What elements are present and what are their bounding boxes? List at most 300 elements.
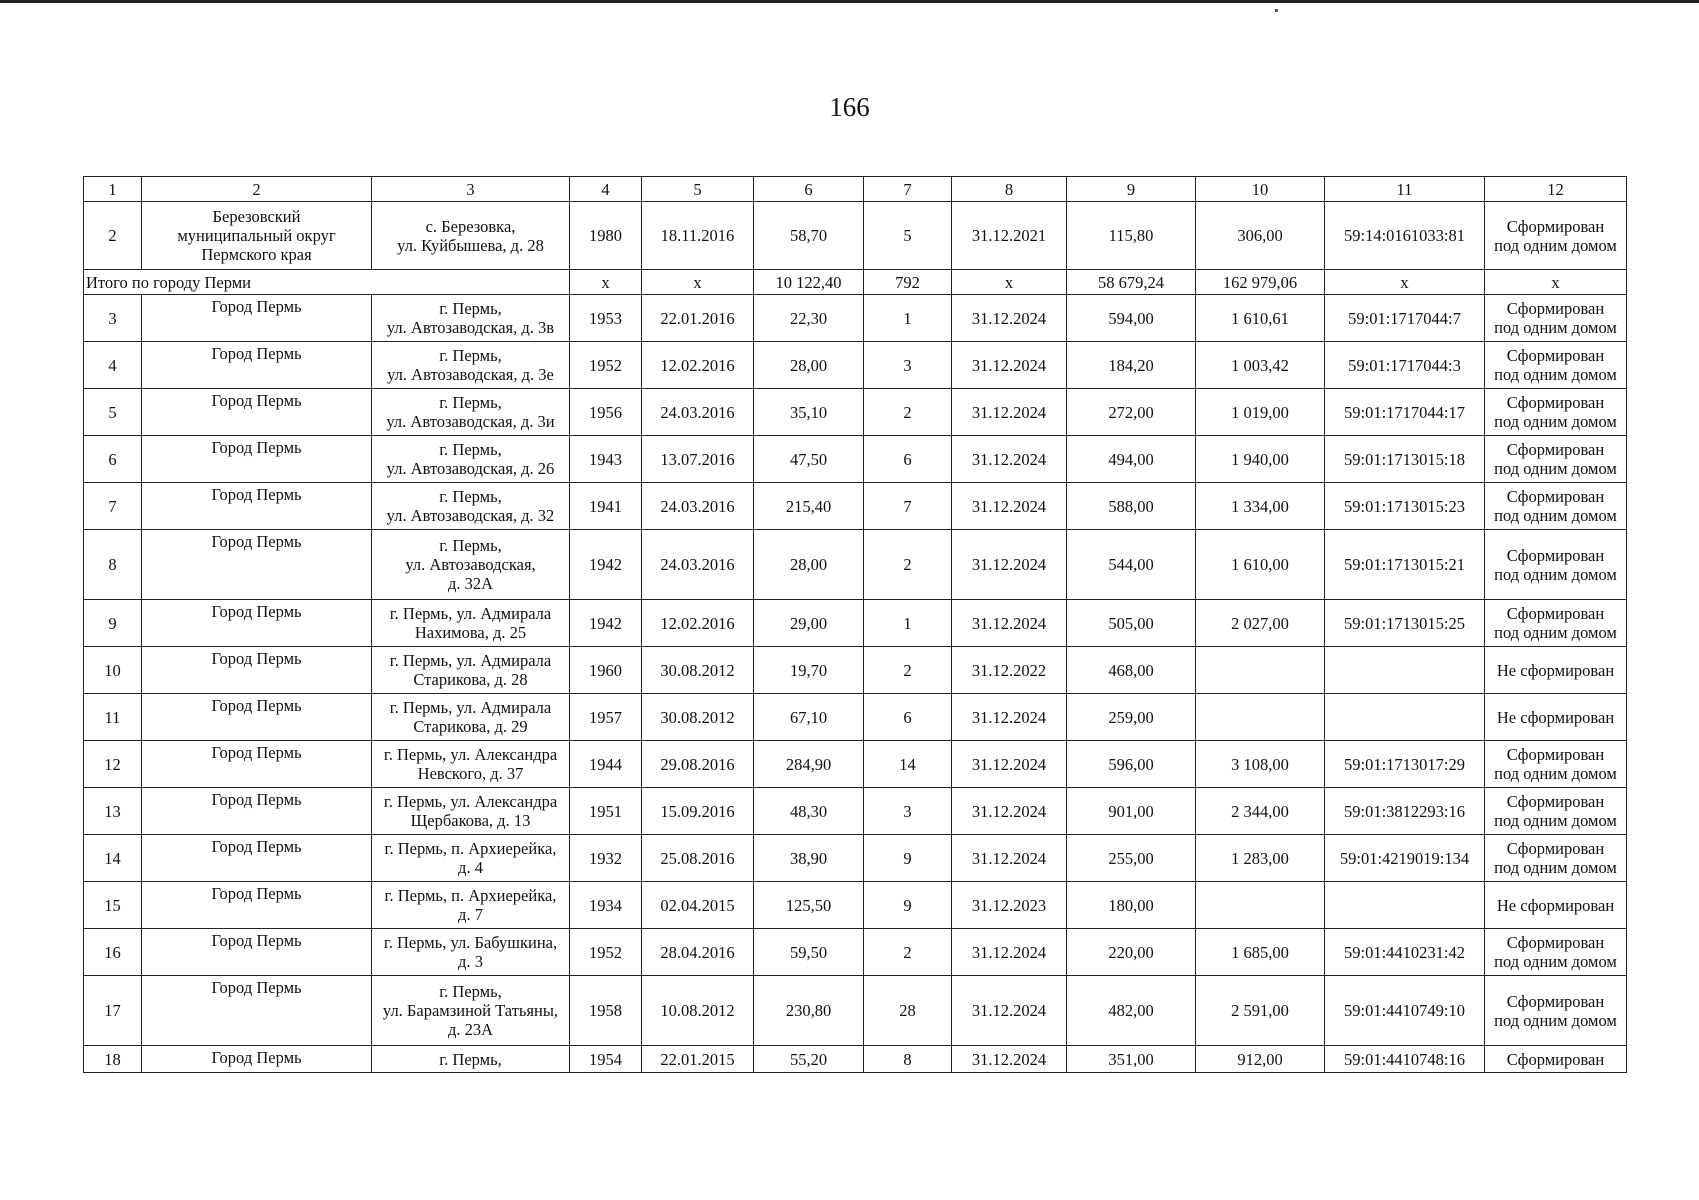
address-cell <box>372 342 570 389</box>
row-number: 7 <box>84 483 142 530</box>
land-area: 1 610,61 <box>1196 295 1325 342</box>
recognition-date: 24.03.2016 <box>642 389 754 436</box>
table-row <box>84 483 1627 530</box>
address-cell-line: г. Пермь, ул. Адмирала <box>389 698 552 717</box>
cadastral-number: 59:01:1717044:3 <box>1325 342 1485 389</box>
table-row <box>84 647 1627 694</box>
land-area: 2 027,00 <box>1196 600 1325 647</box>
municipality-cell-line: Город Пермь <box>211 297 302 316</box>
address-cell-line: Старикова, д. 28 <box>413 670 528 689</box>
land-status <box>1485 202 1627 270</box>
land-status-line: под одним домом <box>1494 564 1617 584</box>
table-row <box>84 202 1627 270</box>
land-area: 1 019,00 <box>1196 389 1325 436</box>
address-cell <box>372 647 570 694</box>
land-status <box>1485 647 1627 694</box>
land-area: 1 685,00 <box>1196 929 1325 976</box>
cadastral-number <box>1325 882 1485 929</box>
address-cell-line: г. Пермь, ул. Александра <box>383 792 558 811</box>
municipality-cell-line: Город Пермь <box>211 1048 302 1067</box>
total-area: 505,00 <box>1067 600 1196 647</box>
municipality-cell-line: Город Пермь <box>211 837 302 856</box>
land-status-line: под одним домом <box>1494 811 1617 830</box>
page-number: 166 <box>829 92 870 122</box>
land-status <box>1485 530 1627 600</box>
municipality-cell <box>142 694 372 741</box>
area-cell: 48,30 <box>754 788 864 835</box>
land-area: 306,00 <box>1196 202 1325 270</box>
land-status-line: Сформирован <box>1506 487 1605 506</box>
land-status <box>1485 600 1627 647</box>
land-status-line: Сформирован <box>1506 299 1605 318</box>
recognition-date: 30.08.2012 <box>642 647 754 694</box>
address-cell <box>372 436 570 483</box>
land-status-line: под одним домом <box>1494 623 1617 642</box>
total-area: 180,00 <box>1067 882 1196 929</box>
area-cell: 38,90 <box>754 835 864 882</box>
residents-count: 7 <box>864 483 952 530</box>
cadastral-number: 59:01:4410749:10 <box>1325 976 1485 1046</box>
municipality-cell <box>142 976 372 1046</box>
column-number: 2 <box>142 177 372 202</box>
municipality-cell <box>142 1046 372 1073</box>
address-cell <box>372 929 570 976</box>
year-built: 1958 <box>570 976 642 1046</box>
address-cell <box>372 882 570 929</box>
land-status-line: Сформирован <box>1506 745 1605 764</box>
recognition-date: 02.04.2015 <box>642 882 754 929</box>
table-row <box>84 788 1627 835</box>
address-cell-line: г. Пермь, <box>439 440 502 459</box>
residents-count: 5 <box>864 202 952 270</box>
land-status <box>1485 694 1627 741</box>
land-status-line: под одним домом <box>1494 952 1617 971</box>
land-status <box>1485 788 1627 835</box>
municipality-cell <box>142 295 372 342</box>
land-status <box>1485 929 1627 976</box>
recognition-date: 30.08.2012 <box>642 694 754 741</box>
cadastral-number: 59:01:1713015:25 <box>1325 600 1485 647</box>
residents-count: 9 <box>864 835 952 882</box>
municipality-cell <box>142 929 372 976</box>
residents-count: 6 <box>864 694 952 741</box>
land-area: 1 334,00 <box>1196 483 1325 530</box>
land-status-line: Не сформирован <box>1496 707 1615 727</box>
land-status-line: Сформирован <box>1506 933 1605 952</box>
address-cell-line: ул. Автозаводская, д. 3в <box>386 318 555 337</box>
cadastral-number: 59:01:4219019:134 <box>1325 835 1485 882</box>
land-status-line: под одним домом <box>1494 506 1617 525</box>
municipality-cell <box>142 835 372 882</box>
total-c6: 10 122,40 <box>754 270 864 295</box>
cadastral-number: 59:14:0161033:81 <box>1325 202 1485 270</box>
municipality-cell-line: Березовский <box>212 207 301 226</box>
residents-count: 1 <box>864 600 952 647</box>
address-cell-line: ул. Автозаводская, д. 3е <box>387 365 554 384</box>
recognition-date: 12.02.2016 <box>642 600 754 647</box>
area-cell: 125,50 <box>754 882 864 929</box>
planned-date: 31.12.2024 <box>952 342 1067 389</box>
address-cell-line: ул. Автозаводская, д. 3и <box>386 412 555 431</box>
recognition-date: 25.08.2016 <box>642 835 754 882</box>
land-status-line: под одним домом <box>1494 1010 1617 1030</box>
land-area: 1 610,00 <box>1196 530 1325 600</box>
municipality-cell-line: Город Пермь <box>211 485 302 504</box>
page-top-edge <box>0 0 1699 3</box>
land-status-line: Сформирован <box>1506 991 1605 1011</box>
cadastral-number: 59:01:1713017:29 <box>1325 741 1485 788</box>
planned-date: 31.12.2024 <box>952 1046 1067 1073</box>
land-status <box>1485 835 1627 882</box>
residents-count: 2 <box>864 389 952 436</box>
table-row <box>84 600 1627 647</box>
address-cell <box>372 295 570 342</box>
column-number: 11 <box>1325 177 1485 202</box>
address-cell-line: г. Пермь, ул. Бабушкина, <box>383 933 558 952</box>
residents-count: 3 <box>864 342 952 389</box>
residents-count: 14 <box>864 741 952 788</box>
area-cell: 215,40 <box>754 483 864 530</box>
municipality-cell-line: Пермского края <box>201 245 312 264</box>
address-cell-line: Щербакова, д. 13 <box>410 811 531 830</box>
column-number: 3 <box>372 177 570 202</box>
year-built: 1952 <box>570 929 642 976</box>
row-number: 15 <box>84 882 142 929</box>
total-c4: х <box>570 270 642 295</box>
land-area <box>1196 647 1325 694</box>
municipality-cell <box>142 788 372 835</box>
land-status <box>1485 483 1627 530</box>
municipality-cell-line: Город Пермь <box>211 602 302 621</box>
total-area: 588,00 <box>1067 483 1196 530</box>
table-row <box>84 976 1627 1046</box>
recognition-date: 13.07.2016 <box>642 436 754 483</box>
recognition-date: 29.08.2016 <box>642 741 754 788</box>
address-cell-line: ул. Барамзиной Татьяны, <box>382 1001 559 1020</box>
residents-count: 28 <box>864 976 952 1046</box>
address-cell <box>372 741 570 788</box>
year-built: 1954 <box>570 1046 642 1073</box>
land-status <box>1485 976 1627 1046</box>
year-built: 1951 <box>570 788 642 835</box>
residents-count: 2 <box>864 929 952 976</box>
area-cell: 58,70 <box>754 202 864 270</box>
municipality-cell-line: муниципальный округ <box>177 226 336 245</box>
cadastral-number: 59:01:1713015:21 <box>1325 530 1485 600</box>
area-cell: 67,10 <box>754 694 864 741</box>
row-number: 16 <box>84 929 142 976</box>
land-status-line: Сформирован <box>1506 1049 1605 1069</box>
table-row <box>84 835 1627 882</box>
area-cell: 28,00 <box>754 342 864 389</box>
address-cell-line: Старикова, д. 29 <box>413 717 528 736</box>
land-area: 1 003,42 <box>1196 342 1325 389</box>
land-status <box>1485 295 1627 342</box>
land-area: 912,00 <box>1196 1046 1325 1073</box>
land-status-line: Сформирован <box>1506 346 1605 365</box>
address-cell <box>372 530 570 600</box>
address-cell-line: д. 23А <box>447 1020 494 1039</box>
address-cell <box>372 389 570 436</box>
land-area: 2 344,00 <box>1196 788 1325 835</box>
table-row <box>84 741 1627 788</box>
land-status-line: Сформирован <box>1506 216 1605 236</box>
row-number: 8 <box>84 530 142 600</box>
residents-count: 3 <box>864 788 952 835</box>
land-status-line: Сформирован <box>1506 792 1605 811</box>
column-number: 7 <box>864 177 952 202</box>
total-area: 482,00 <box>1067 976 1196 1046</box>
total-area: 544,00 <box>1067 530 1196 600</box>
year-built: 1943 <box>570 436 642 483</box>
column-number: 1 <box>84 177 142 202</box>
address-cell-line: д. 7 <box>458 905 483 924</box>
housing-register-table <box>83 176 1627 1073</box>
total-c10: 162 979,06 <box>1196 270 1325 295</box>
planned-date: 31.12.2024 <box>952 741 1067 788</box>
total-c5: х <box>642 270 754 295</box>
municipality-cell <box>142 882 372 929</box>
cadastral-number <box>1325 647 1485 694</box>
municipality-cell-line: Город Пермь <box>211 532 302 551</box>
land-status-line: Не сформирован <box>1496 660 1615 680</box>
address-cell-line: г. Пермь, п. Архиерейка, <box>384 886 557 905</box>
recognition-date: 28.04.2016 <box>642 929 754 976</box>
address-cell-line: г. Пермь, ул. Александра <box>383 745 558 764</box>
cadastral-number: 59:01:1717044:17 <box>1325 389 1485 436</box>
land-status <box>1485 436 1627 483</box>
municipality-cell-line: Город Пермь <box>211 649 302 668</box>
residents-count: 2 <box>864 647 952 694</box>
planned-date: 31.12.2024 <box>952 483 1067 530</box>
table-row <box>84 389 1627 436</box>
year-built: 1980 <box>570 202 642 270</box>
address-cell-line: г. Пермь, ул. Адмирала <box>389 651 552 670</box>
planned-date: 31.12.2024 <box>952 694 1067 741</box>
total-c7: 792 <box>864 270 952 295</box>
municipality-cell <box>142 202 372 270</box>
cadastral-number: 59:01:1717044:7 <box>1325 295 1485 342</box>
land-status-line: Сформирован <box>1506 545 1605 565</box>
total-row <box>84 270 1627 295</box>
year-built: 1957 <box>570 694 642 741</box>
residents-count: 9 <box>864 882 952 929</box>
column-number: 6 <box>754 177 864 202</box>
table-row <box>84 694 1627 741</box>
land-area: 2 591,00 <box>1196 976 1325 1046</box>
address-cell <box>372 483 570 530</box>
land-status-line: под одним домом <box>1494 858 1617 877</box>
address-cell-line: ул. Куйбышева, д. 28 <box>397 235 544 255</box>
row-number: 18 <box>84 1046 142 1073</box>
land-area <box>1196 694 1325 741</box>
total-area: 115,80 <box>1067 202 1196 270</box>
row-number: 11 <box>84 694 142 741</box>
cadastral-number: 59:01:4410748:16 <box>1325 1046 1485 1073</box>
planned-date: 31.12.2024 <box>952 530 1067 600</box>
address-cell-line: г. Пермь, <box>439 299 502 318</box>
row-number: 12 <box>84 741 142 788</box>
address-cell-line: д. 32А <box>447 574 494 593</box>
address-cell <box>372 600 570 647</box>
year-built: 1952 <box>570 342 642 389</box>
land-status-line: под одним домом <box>1494 764 1617 783</box>
year-built: 1956 <box>570 389 642 436</box>
total-area: 259,00 <box>1067 694 1196 741</box>
land-status-line: Сформирован <box>1506 839 1605 858</box>
land-status-line: Сформирован <box>1506 604 1605 623</box>
land-status-line: под одним домом <box>1494 365 1617 384</box>
municipality-cell-line: Город Пермь <box>211 438 302 457</box>
total-area: 220,00 <box>1067 929 1196 976</box>
land-status-line: Сформирован <box>1506 440 1605 459</box>
column-number: 9 <box>1067 177 1196 202</box>
municipality-cell <box>142 741 372 788</box>
address-cell <box>372 788 570 835</box>
address-cell <box>372 835 570 882</box>
row-number: 5 <box>84 389 142 436</box>
planned-date: 31.12.2024 <box>952 929 1067 976</box>
municipality-cell-line: Город Пермь <box>211 884 302 903</box>
column-number: 12 <box>1485 177 1627 202</box>
total-area: 272,00 <box>1067 389 1196 436</box>
planned-date: 31.12.2021 <box>952 202 1067 270</box>
total-c9: 58 679,24 <box>1067 270 1196 295</box>
municipality-cell <box>142 342 372 389</box>
area-cell: 35,10 <box>754 389 864 436</box>
row-number: 9 <box>84 600 142 647</box>
address-cell-line: с. Березовка, <box>425 216 516 236</box>
address-cell-line: Нахимова, д. 25 <box>414 623 527 642</box>
address-cell-line: г. Пермь, <box>439 346 502 365</box>
total-area: 351,00 <box>1067 1046 1196 1073</box>
municipality-cell <box>142 647 372 694</box>
residents-count: 8 <box>864 1046 952 1073</box>
land-status-line: под одним домом <box>1494 412 1617 431</box>
address-cell-line: г. Пермь, <box>439 536 502 555</box>
cadastral-number: 59:01:4410231:42 <box>1325 929 1485 976</box>
planned-date: 31.12.2024 <box>952 835 1067 882</box>
land-status-line: под одним домом <box>1494 459 1617 478</box>
land-status <box>1485 1046 1627 1073</box>
row-number: 10 <box>84 647 142 694</box>
row-number: 3 <box>84 295 142 342</box>
total-c11: х <box>1325 270 1485 295</box>
land-status <box>1485 882 1627 929</box>
area-cell: 284,90 <box>754 741 864 788</box>
planned-date: 31.12.2023 <box>952 882 1067 929</box>
municipality-cell-line: Город Пермь <box>211 696 302 715</box>
area-cell: 55,20 <box>754 1046 864 1073</box>
row-number: 14 <box>84 835 142 882</box>
planned-date: 31.12.2024 <box>952 788 1067 835</box>
land-status <box>1485 389 1627 436</box>
total-area: 494,00 <box>1067 436 1196 483</box>
address-cell-line: д. 4 <box>458 858 483 877</box>
address-cell <box>372 976 570 1046</box>
address-cell-line: г. Пермь, ул. Адмирала <box>389 604 552 623</box>
table-row <box>84 1046 1627 1073</box>
planned-date: 31.12.2024 <box>952 436 1067 483</box>
area-cell: 22,30 <box>754 295 864 342</box>
address-cell-line: д. 3 <box>458 952 483 971</box>
residents-count: 2 <box>864 530 952 600</box>
year-built: 1942 <box>570 530 642 600</box>
total-c8: х <box>952 270 1067 295</box>
land-status <box>1485 741 1627 788</box>
column-number: 8 <box>952 177 1067 202</box>
column-number: 4 <box>570 177 642 202</box>
cadastral-number <box>1325 694 1485 741</box>
area-cell: 28,00 <box>754 530 864 600</box>
year-built: 1932 <box>570 835 642 882</box>
residents-count: 6 <box>864 436 952 483</box>
land-status-line: под одним домом <box>1494 318 1617 337</box>
land-area: 3 108,00 <box>1196 741 1325 788</box>
recognition-date: 24.03.2016 <box>642 483 754 530</box>
municipality-cell <box>142 483 372 530</box>
table-row <box>84 530 1627 600</box>
table-row <box>84 342 1627 389</box>
planned-date: 31.12.2024 <box>952 600 1067 647</box>
land-status-line: Не сформирован <box>1496 895 1615 915</box>
year-built: 1944 <box>570 741 642 788</box>
total-label: Итого по городу Перми <box>84 270 570 295</box>
area-cell: 19,70 <box>754 647 864 694</box>
total-area: 596,00 <box>1067 741 1196 788</box>
municipality-cell-line: Город Пермь <box>211 743 302 762</box>
land-status-line: Сформирован <box>1506 393 1605 412</box>
year-built: 1942 <box>570 600 642 647</box>
land-status <box>1485 342 1627 389</box>
address-cell-line: Невского, д. 37 <box>417 764 524 783</box>
address-cell-line: г. Пермь, <box>439 393 502 412</box>
total-area: 468,00 <box>1067 647 1196 694</box>
table-row <box>84 436 1627 483</box>
municipality-cell <box>142 600 372 647</box>
column-number: 5 <box>642 177 754 202</box>
address-cell <box>372 1046 570 1073</box>
row-number: 17 <box>84 976 142 1046</box>
recognition-date: 22.01.2015 <box>642 1046 754 1073</box>
column-number-row <box>84 177 1627 202</box>
area-cell: 230,80 <box>754 976 864 1046</box>
total-area: 184,20 <box>1067 342 1196 389</box>
scan-dot <box>1275 9 1278 12</box>
area-cell: 59,50 <box>754 929 864 976</box>
land-area: 1 940,00 <box>1196 436 1325 483</box>
recognition-date: 12.02.2016 <box>642 342 754 389</box>
total-area: 901,00 <box>1067 788 1196 835</box>
residents-count: 1 <box>864 295 952 342</box>
address-cell-line: ул. Автозаводская, д. 26 <box>386 459 555 478</box>
municipality-cell-line: Город Пермь <box>211 344 302 363</box>
cadastral-number: 59:01:1713015:23 <box>1325 483 1485 530</box>
year-built: 1941 <box>570 483 642 530</box>
total-area: 594,00 <box>1067 295 1196 342</box>
area-cell: 47,50 <box>754 436 864 483</box>
recognition-date: 15.09.2016 <box>642 788 754 835</box>
planned-date: 31.12.2022 <box>952 647 1067 694</box>
address-cell-line: ул. Автозаводская, <box>405 555 536 574</box>
municipality-cell-line: Город Пермь <box>211 790 302 809</box>
cadastral-number: 59:01:1713015:18 <box>1325 436 1485 483</box>
total-area: 255,00 <box>1067 835 1196 882</box>
recognition-date: 10.08.2012 <box>642 976 754 1046</box>
planned-date: 31.12.2024 <box>952 295 1067 342</box>
recognition-date: 24.03.2016 <box>642 530 754 600</box>
year-built: 1934 <box>570 882 642 929</box>
